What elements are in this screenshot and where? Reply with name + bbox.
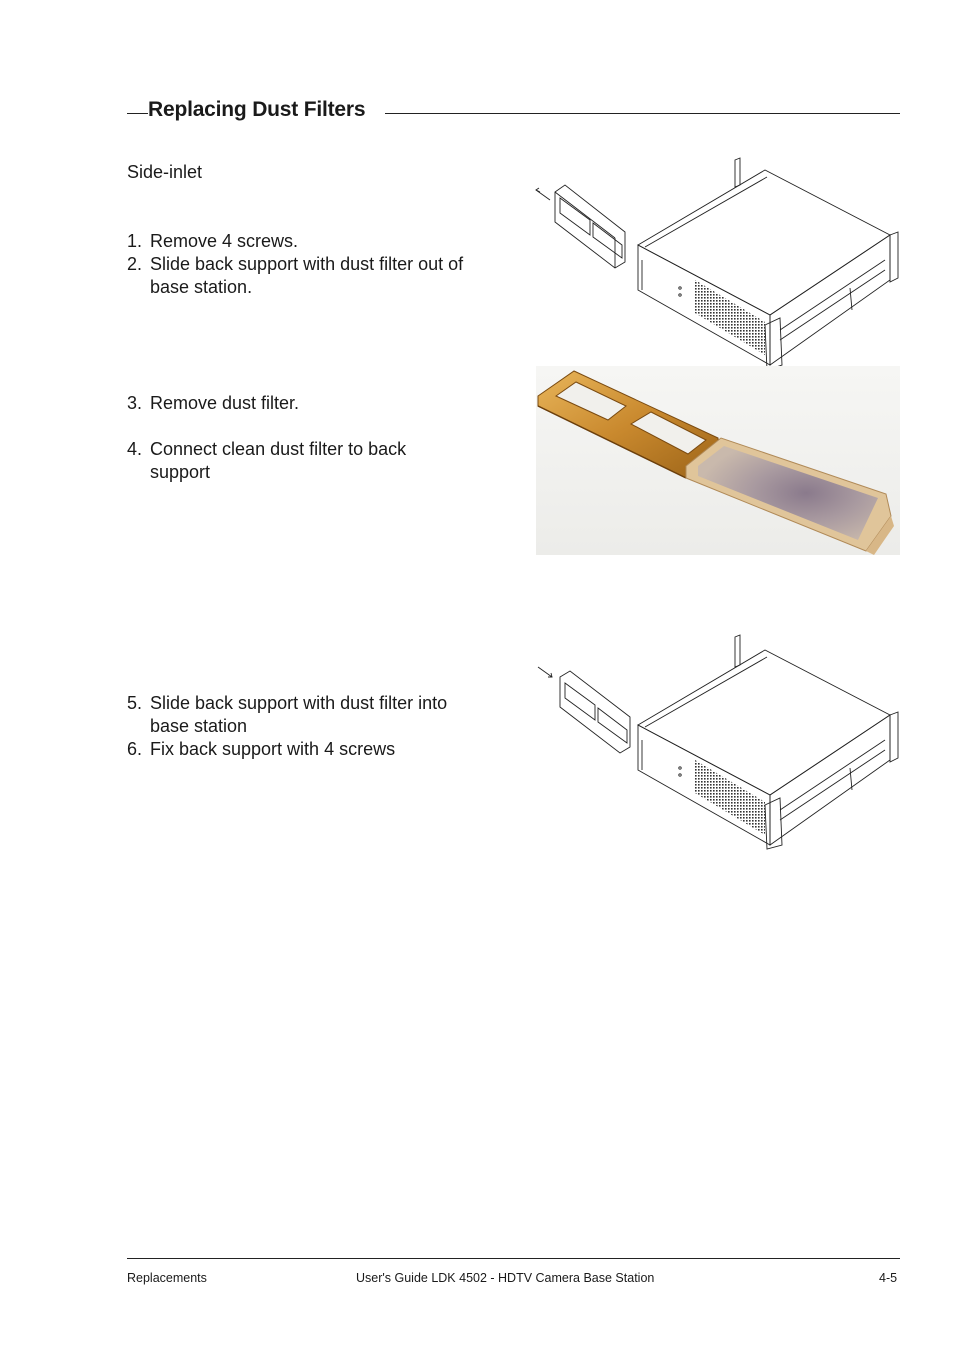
step-text: Remove dust filter. bbox=[150, 393, 300, 413]
step-number: 1. bbox=[127, 231, 143, 251]
footer-section: Replacements bbox=[127, 1271, 207, 1285]
page-title: Replacing Dust Filters bbox=[148, 98, 366, 121]
base-station-insertion-figure bbox=[530, 625, 905, 850]
section-heading bbox=[127, 96, 900, 126]
heading-rule-right bbox=[385, 113, 900, 114]
footer-rule bbox=[127, 1258, 900, 1259]
step-number: 3. bbox=[127, 393, 143, 413]
step-number: 4. bbox=[127, 439, 143, 459]
footer-document-title: User's Guide LDK 4502 - HDTV Camera Base Station bbox=[356, 1271, 655, 1285]
step-text: Slide back support with dust filter into base station bbox=[150, 693, 448, 736]
subtitle: Side-inlet bbox=[127, 162, 203, 182]
step-number: 5. bbox=[127, 693, 143, 713]
step-text: Remove 4 screws. bbox=[150, 231, 299, 251]
step-text: Slide back support with dust filter out of base station. bbox=[150, 254, 464, 297]
step-text: Connect clean dust filter to back support bbox=[150, 439, 407, 482]
heading-rule-left bbox=[127, 113, 148, 114]
step-number: 2. bbox=[127, 254, 143, 274]
step-number: 6. bbox=[127, 739, 143, 759]
footer-page-number: 4-5 bbox=[879, 1271, 898, 1285]
dust-filter-photo bbox=[536, 366, 900, 555]
base-station-removal-figure bbox=[530, 150, 905, 370]
step-text: Fix back support with 4 screws bbox=[150, 739, 396, 759]
